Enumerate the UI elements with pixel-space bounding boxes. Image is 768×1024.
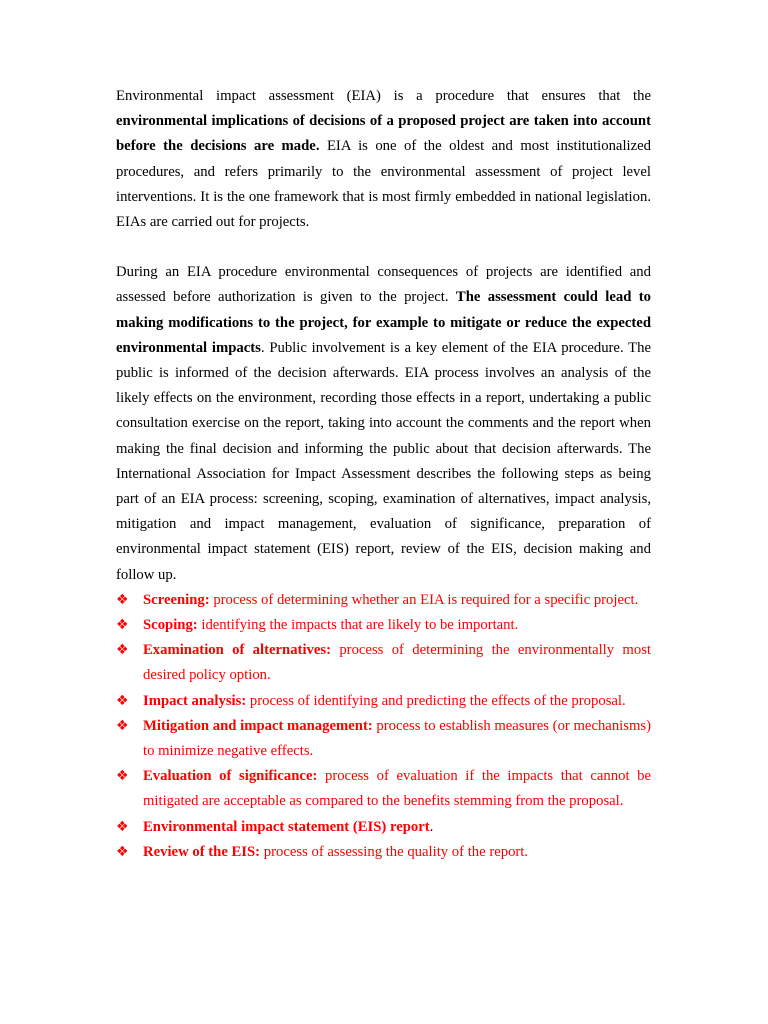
step-term: Impact analysis: <box>143 692 247 709</box>
list-item-review <box>116 840 651 865</box>
step-term: Environmental impact statement (EIS) report <box>143 818 430 835</box>
diamond-bullet-icon: ❖ <box>116 591 129 608</box>
list-item-eis-report <box>116 815 651 840</box>
diamond-bullet-icon: ❖ <box>116 818 129 835</box>
step-term: Mitigation and impact management: <box>143 717 373 734</box>
paragraph-2-rest: . Public involvement is a key element of the EIA procedure. The public is informed of the decision afterwards. EIA process involves an analysis of the likely effects on the environment, recording those effects in a report, undertaking a public consultation exercise on the report, taking into account the comments and the report when making the final decision and informing the public about that decision afterwards. The International Association for Impact Assessment describes the following steps as being part of an EIA process: screening, scoping, examination of alternatives, impact analysis, mitigation and impact management, evaluation of significance, preparation of environmental impact statement (EIS) report, review of the EIS, decision making and follow up. <box>116 339 651 583</box>
diamond-bullet-icon: ❖ <box>116 642 129 659</box>
step-description: process of assessing the quality of the report. <box>260 843 529 860</box>
step-description: process of determining the environmentally most desired policy option. <box>143 642 651 684</box>
paragraph-1-bold: environmental implications of decisions of a proposed project are taken into account before the decisions are made. <box>116 113 651 155</box>
step-description: process of determining whether an EIA is required for a specific project. <box>209 591 639 608</box>
diamond-bullet-icon: ❖ <box>116 692 129 709</box>
step-term: Screening: <box>143 591 210 608</box>
paragraph-procedure <box>116 260 651 588</box>
paragraph-2-intro: During an EIA procedure environmental consequences of projects are identified and assessed before authorization is given to the project. <box>116 264 651 306</box>
step-trailing-period: . <box>429 818 434 835</box>
paragraph-intro <box>116 84 651 235</box>
eia-steps-list <box>116 588 651 865</box>
document-page <box>116 84 651 865</box>
step-term: Examination of alternatives: <box>143 642 331 659</box>
diamond-bullet-icon: ❖ <box>116 768 129 785</box>
diamond-bullet-icon: ❖ <box>116 843 129 860</box>
diamond-bullet-icon: ❖ <box>116 717 129 734</box>
step-term: Scoping: <box>143 617 198 634</box>
step-description: process of evaluation if the impacts that cannot be mitigated are acceptable as compared to the benefits stemming from the proposal. <box>143 768 651 810</box>
list-item-mitigation <box>116 714 651 764</box>
step-term: Evaluation of significance: <box>143 768 318 785</box>
step-description: identifying the impacts that are likely to be important. <box>197 617 519 634</box>
list-item-scoping <box>116 613 651 638</box>
step-term: Review of the EIS: <box>143 843 261 860</box>
paragraph-2-bold: The assessment could lead to making modifications to the project, for example to mitigate or reduce the expected environmental impacts <box>116 289 651 356</box>
paragraph-1-intro: Environmental impact assessment (EIA) is a procedure that ensures that the <box>116 88 651 104</box>
step-description: process of identifying and predicting the effects of the proposal. <box>246 692 626 709</box>
paragraph-1-rest: EIA is one of the oldest and most institutionalized procedures, and refers primarily to the environmental assessment of project level interventions. It is the one framework that is most firmly embedded in national legislation. EIAs are carried out for projects. <box>116 138 651 231</box>
list-item-screening <box>116 588 651 613</box>
list-item-impact-analysis <box>116 689 651 714</box>
diamond-bullet-icon: ❖ <box>116 617 129 634</box>
list-item-significance <box>116 764 651 814</box>
list-item-alternatives <box>116 638 651 688</box>
step-description: process to establish measures (or mechanisms) to minimize negative effects. <box>143 717 651 760</box>
